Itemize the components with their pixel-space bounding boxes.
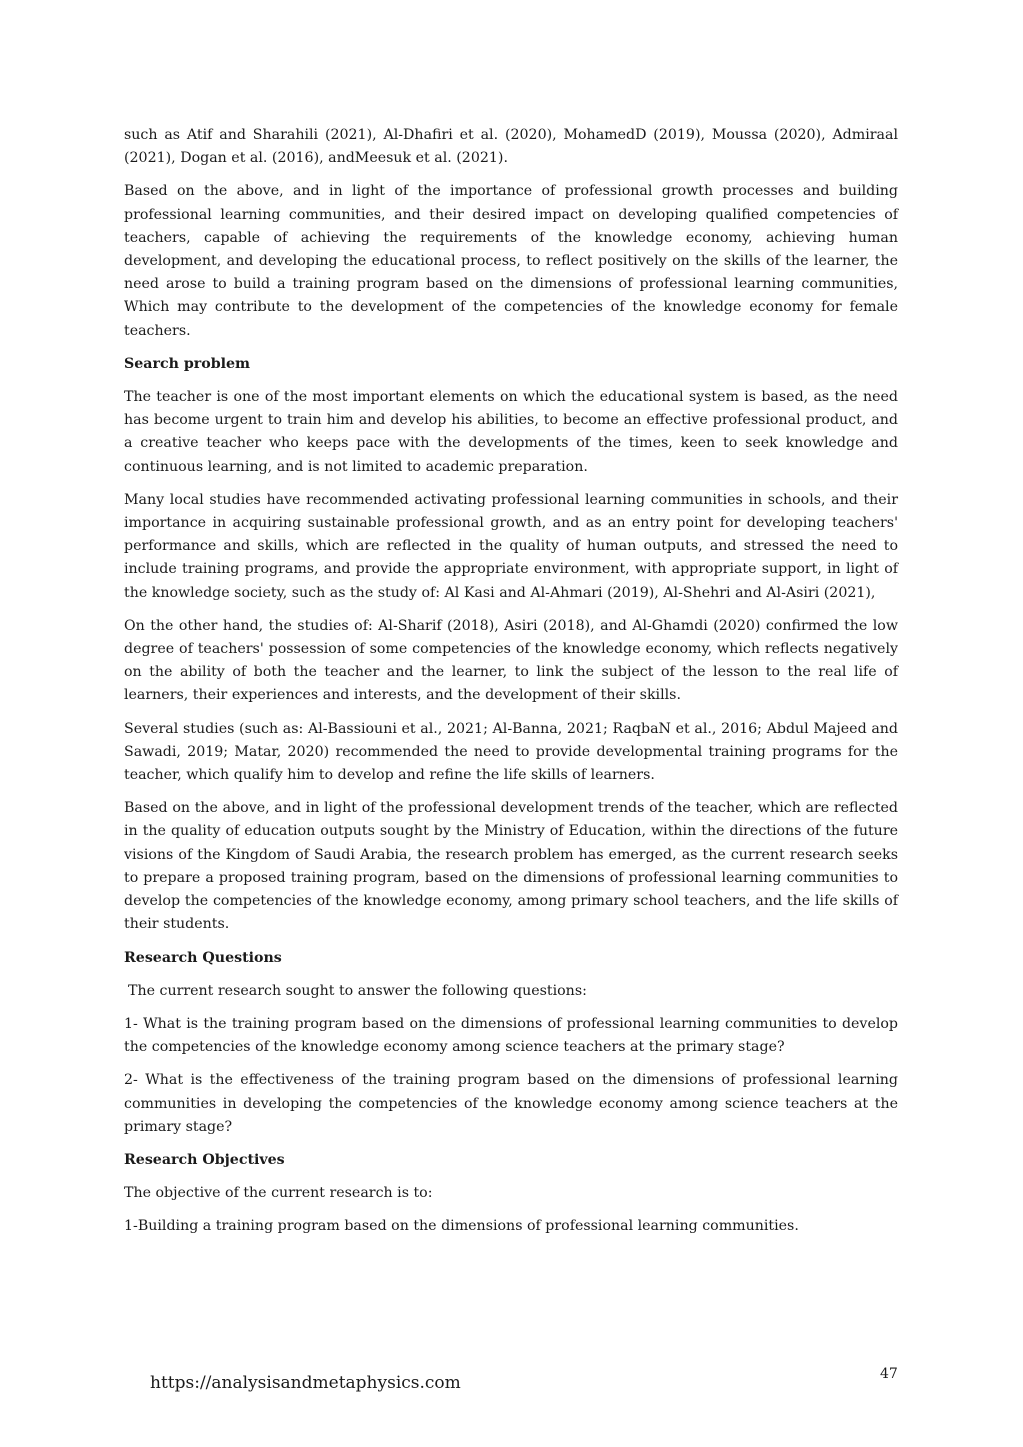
heading-research-objectives: Research Objectives bbox=[124, 1151, 285, 1168]
paragraph-teacher-importance: The teacher is one of the most important elements on which the educational system is based, as the need has become urgent to train him and develop his abilities, to become an effective professional product, and a creative teacher who keeps pace with the developments of the times, keen to seek knowledge and continuous learning, and is not limited to academic preparation. bbox=[124, 389, 898, 475]
paragraph-research-problem: Based on the above, and in light of the professional development trends of the teacher, which are reflected in the quality of education outputs sought by the Ministry of Education, within the directions of the future visions of the Kingdom of Saudi Arabia, the research problem has emerged, as the current research seeks to prepare a proposed training program, based on the dimensions of professional learning communities to develop the competencies of the knowledge economy, among primary school teachers, and the life skills of their students. bbox=[124, 800, 898, 933]
paragraph-question-1: 1- What is the training program based on the dimensions of professional learning communities to develop the competencies of the knowledge economy among science teachers at the primary stage? bbox=[124, 1015, 898, 1056]
paragraph-questions-intro: The current research sought to answer the following questions: bbox=[128, 982, 587, 999]
heading-search-problem: Search problem bbox=[124, 355, 251, 372]
paragraph-several-studies: Several studies (such as: Al-Bassiouni et al., 2021; Al-Banna, 2021; RaqbaN et al., 2016; Abdul Majeed and Sawadi, 2019; Matar, 2020) recommended the need to provide developmental training programs for the teacher, which qualify him to develop and refine the life skills of learners. bbox=[124, 720, 898, 784]
paragraph-objective-1: 1-Building a training program based on the dimensions of professional learning communities. bbox=[124, 1218, 799, 1235]
paragraph-other-studies: On the other hand, the studies of: Al-Sharif (2018), Asiri (2018), and Al-Ghamdi (2020) confirmed the low degree of teachers' possession of some competencies of the knowledge economy, which reflects negatively on the ability of both the teacher and the learner, to link the subject of the lesson to the real life of learners, their experiences and interests, and the development of their skills. bbox=[124, 617, 898, 704]
paragraph-objectives-intro: The objective of the current research is to: bbox=[124, 1185, 433, 1202]
paragraph-rationale: Based on the above, and in light of the importance of professional growth processes and building professional learning communities, and their desired impact on developing qualified competencies of teachers, capable of achieving the requirements of the knowledge economy, achieving human development, and developing the educational process, to reflect positively on the skills of the learner, the need arose to build a training program based on the dimensions of professional learning communities, Which may contribute to the development of the competencies of the knowledge economy for female teachers. bbox=[124, 183, 898, 339]
paragraph-local-studies: Many local studies have recommended activating professional learning communities in schools, and their importance in acquiring sustainable professional growth, and as an entry point for developing teachers' performance and skills, which are reflected in the quality of human outputs, and stressed the need to include training programs, and provide the appropriate environment, with appropriate support, in light of the knowledge society, such as the study of: Al Kasi and Al-Ahmari (2019), Al-Shehri and Al-Asiri (2021), bbox=[124, 491, 898, 601]
paragraph-question-2: 2- What is the effectiveness of the training program based on the dimensions of professional learning communities in developing the competencies of the knowledge economy among science teachers at the primary stage? bbox=[124, 1072, 898, 1135]
page-body bbox=[124, 124, 898, 1249]
paragraph-citations: such as Atif and Sharahili (2021), Al-Dhafiri et al. (2020), MohamedD (2019), Moussa (2020), Admiraal (2021), Dogan et al. (2016), andMeesuk et al. (2021). bbox=[124, 127, 898, 167]
footer-url[interactable]: https://analysisandmetaphysics.com bbox=[150, 1373, 461, 1393]
heading-research-questions: Research Questions bbox=[124, 949, 282, 966]
page-number: 47 bbox=[880, 1366, 898, 1382]
